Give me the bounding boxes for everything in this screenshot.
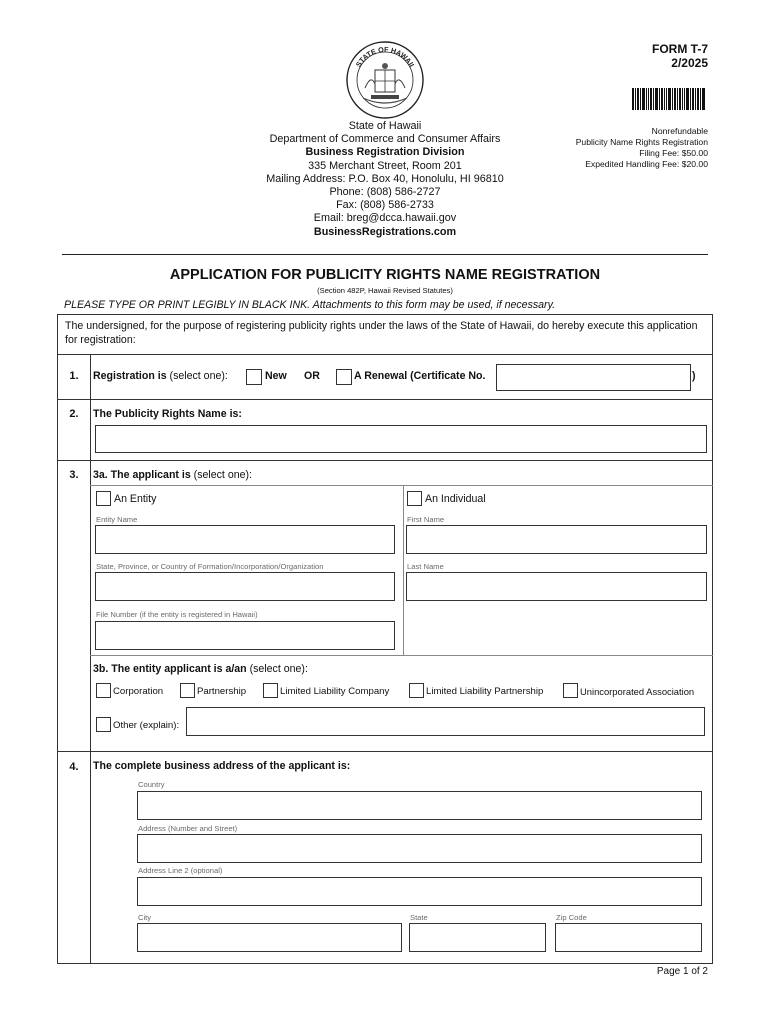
- file-number-input[interactable]: [95, 621, 395, 650]
- new-checkbox[interactable]: [246, 369, 262, 385]
- svg-text:STATE OF HAWAII: STATE OF HAWAII: [353, 44, 417, 69]
- address-caption: Address (Number and Street): [138, 824, 238, 833]
- header-divider: [62, 254, 708, 255]
- page-number: Page 1 of 2: [656, 966, 708, 977]
- llc-checkbox[interactable]: [263, 683, 278, 698]
- fee-expedited: Expedited Handling Fee: $20.00: [585, 159, 708, 169]
- state-country-input[interactable]: [95, 572, 395, 601]
- renewal-checkbox[interactable]: [336, 369, 352, 385]
- section-4-label: The complete business address of the applicant is:: [93, 760, 351, 772]
- form-date: 2/2025: [671, 56, 708, 70]
- instructions: PLEASE TYPE OR PRINT LEGIBLY IN BLACK INK. Attachments to this form may be used, if necessary.: [64, 299, 556, 311]
- partnership-label: Partnership: [197, 686, 247, 697]
- section-3b-label-bold: 3b. The entity applicant is a/an: [93, 663, 247, 675]
- zip-input[interactable]: [555, 923, 702, 952]
- state-caption: State: [410, 913, 428, 922]
- section-1-number: 1.: [69, 370, 79, 382]
- or-label: OR: [304, 370, 320, 382]
- entity-label: An Entity: [114, 493, 157, 505]
- other-explain-input[interactable]: [186, 707, 705, 736]
- corporation-label: Corporation: [113, 686, 164, 697]
- address-line-2-input[interactable]: [137, 877, 702, 906]
- section-3a-label-rest: (select one):: [190, 469, 252, 481]
- first-name-input[interactable]: [406, 525, 707, 554]
- zip-caption: Zip Code: [556, 913, 587, 922]
- certificate-number-input[interactable]: [496, 364, 691, 391]
- entity-name-caption: Entity Name: [96, 515, 138, 524]
- city-caption: City: [138, 913, 152, 922]
- address-input[interactable]: [137, 834, 702, 863]
- address-line-2-caption: Address Line 2 (optional): [138, 866, 223, 875]
- divider-3a-header: [90, 485, 713, 486]
- section-1-label: [93, 370, 228, 382]
- new-label: New: [265, 370, 287, 382]
- section-3-number: 3.: [69, 469, 79, 481]
- section-3b-label: [93, 663, 308, 675]
- llp-label: Limited Liability Partnership: [426, 686, 544, 697]
- divider-3a-3b: [90, 655, 713, 656]
- agency-state: State of Hawaii: [348, 120, 422, 132]
- fee-nonrefundable: Nonrefundable: [651, 126, 708, 136]
- last-name-input[interactable]: [406, 572, 707, 601]
- agency-info: [235, 120, 535, 239]
- corporation-checkbox[interactable]: [96, 683, 111, 698]
- llc-label: Limited Liability Company: [280, 686, 390, 697]
- state-country-caption: State, Province, or Country of Formation/Incorporation/Organization: [96, 562, 324, 571]
- llp-checkbox[interactable]: [409, 683, 424, 698]
- divider-entity-individual: [403, 485, 404, 655]
- form-subtitle: (Section 482P, Hawaii Revised Statutes): [317, 286, 453, 295]
- first-name-caption: First Name: [407, 515, 445, 524]
- section-2-number: 2.: [69, 408, 79, 420]
- country-input[interactable]: [137, 791, 702, 820]
- divider-intro: [57, 354, 713, 355]
- fee-info: [576, 126, 708, 170]
- barcode: [632, 88, 708, 110]
- other-label: Other (explain):: [113, 720, 180, 731]
- last-name-caption: Last Name: [407, 562, 444, 571]
- renewal-label: A Renewal (Certificate No.: [354, 370, 486, 382]
- section-1-label-rest: (select one):: [166, 370, 228, 382]
- agency-email: Email: breg@dcca.hawaii.gov: [313, 212, 457, 225]
- renewal-close-paren: ): [692, 370, 696, 382]
- divider-section-3: [57, 751, 713, 752]
- form-number-block: [652, 42, 708, 70]
- state-input[interactable]: [409, 923, 546, 952]
- entity-checkbox[interactable]: [96, 491, 111, 506]
- other-checkbox[interactable]: [96, 717, 111, 732]
- form-title: APPLICATION FOR PUBLICITY RIGHTS NAME REGISTRATION: [169, 267, 601, 283]
- individual-label: An Individual: [425, 493, 486, 505]
- divider-section-1: [57, 399, 713, 400]
- divider-section-2: [57, 460, 713, 461]
- section-3a-label-bold: 3a. The applicant is: [93, 469, 191, 481]
- publicity-rights-name-input[interactable]: [95, 425, 707, 453]
- intro-text: The undersigned, for the purpose of registering publicity rights under the laws of the State of Hawaii, do hereby execute this application for registration:: [65, 320, 698, 346]
- country-caption: Country: [138, 780, 165, 789]
- number-column-divider: [90, 354, 91, 964]
- fee-registration-type: Publicity Name Rights Registration: [575, 137, 708, 147]
- section-3a-label: [93, 469, 252, 481]
- section-1-label-bold: Registration is: [93, 370, 167, 382]
- agency-phone: Phone: (808) 586-2727: [329, 186, 441, 199]
- hawaii-state-seal: [345, 40, 425, 120]
- unincorporated-association-label: Unincorporated Association: [580, 686, 695, 697]
- agency-department: Department of Commerce and Consumer Affairs: [269, 133, 501, 146]
- agency-division: Business Registration Division: [305, 146, 465, 159]
- file-number-caption: File Number (if the entity is registered in Hawaii): [96, 610, 258, 619]
- agency-mailing: Mailing Address: P.O. Box 40, Honolulu, HI 96810: [266, 172, 504, 185]
- fee-filing: Filing Fee: $50.00: [639, 148, 708, 158]
- agency-street: 335 Merchant Street, Room 201: [308, 159, 462, 172]
- agency-fax: Fax: (808) 586-2733: [336, 199, 434, 212]
- unincorporated-association-checkbox[interactable]: [563, 683, 578, 698]
- city-input[interactable]: [137, 923, 402, 952]
- section-4-number: 4.: [69, 761, 79, 773]
- individual-checkbox[interactable]: [407, 491, 422, 506]
- entity-name-input[interactable]: [95, 525, 395, 554]
- partnership-checkbox[interactable]: [180, 683, 195, 698]
- agency-website: BusinessRegistrations.com: [313, 225, 457, 238]
- section-3b-label-rest: (select one):: [246, 663, 308, 675]
- form-number: FORM T-7: [652, 42, 708, 56]
- section-2-label: The Publicity Rights Name is:: [93, 408, 242, 420]
